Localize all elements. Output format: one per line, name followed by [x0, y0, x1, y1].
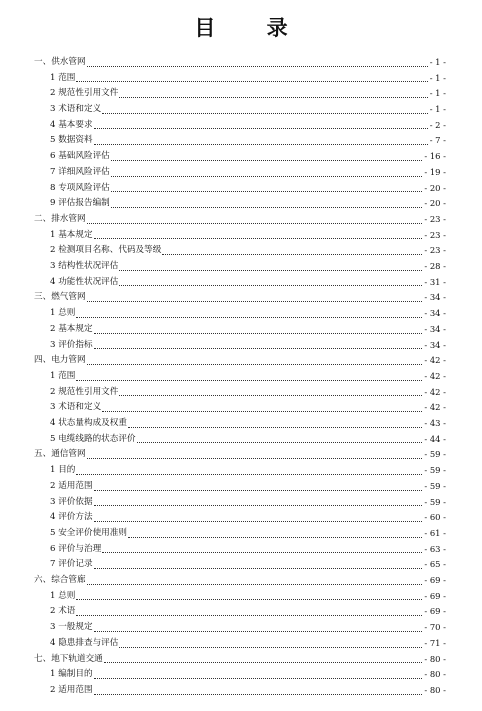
toc-page-number: - 65 - — [424, 559, 446, 570]
toc-section-entry[interactable] — [50, 149, 446, 165]
toc-entry-label: 六、综合管廊 — [34, 575, 86, 586]
toc-page-number: - 71 - — [424, 637, 446, 648]
toc-entry-label: 2 检测项目名称、代码及等级 — [50, 245, 162, 256]
toc-entry-label: 4 基本要求 — [50, 119, 93, 130]
toc-entry-label: 9 评估报告编制 — [50, 198, 110, 209]
toc-page-number: - 61 - — [424, 527, 446, 538]
toc-entry-label: 4 功能性状况评估 — [50, 276, 119, 287]
toc-entry-label: 7 评价记录 — [50, 559, 93, 570]
toc-entry-label: 1 总则 — [50, 308, 76, 319]
toc-entry-label: 8 专项风险评估 — [50, 182, 110, 193]
toc-entry-label: 七、地下轨道交通 — [34, 653, 103, 664]
dot-leader — [111, 160, 423, 161]
toc-entry-label: 5 电缆线路的状态评价 — [50, 433, 136, 444]
dot-leader — [76, 599, 422, 600]
toc-page-number: - 34 - — [424, 323, 446, 334]
toc-page-number: - 2 - — [429, 119, 446, 130]
dot-leader — [111, 207, 423, 208]
toc-page-number: - 80 - — [424, 684, 446, 695]
toc-entry-label: 五、通信管网 — [34, 449, 86, 460]
toc-section-entry[interactable] — [50, 275, 446, 291]
dot-leader — [111, 191, 423, 192]
toc-entry-label: 4 状态量构成及权重 — [50, 418, 127, 429]
toc-section-entry[interactable] — [50, 322, 446, 338]
toc-entry-label: 2 适用范围 — [50, 684, 93, 695]
toc-entry-label: 3 术语和定义 — [50, 402, 102, 413]
toc-page-number: - 23 - — [424, 245, 446, 256]
toc-title: 目 录 — [194, 16, 310, 40]
toc-entry-label: 7 详细风险评估 — [50, 166, 110, 177]
toc-entry-label: 3 术语和定义 — [50, 104, 102, 115]
toc-page-number: - 20 - — [424, 182, 446, 193]
toc-page-number: - 1 - — [429, 72, 446, 83]
toc-page-number: - 44 - — [424, 433, 446, 444]
toc-section-entry[interactable] — [50, 181, 446, 197]
toc-chapter-entry[interactable] — [34, 573, 446, 589]
toc-entry-label: 2 基本规定 — [50, 323, 93, 334]
dot-leader — [76, 380, 422, 381]
toc-entry-label: 5 数据资料 — [50, 135, 93, 146]
toc-entry-label: 1 目的 — [50, 465, 76, 476]
toc-section-entry[interactable] — [50, 432, 446, 448]
toc-section-entry[interactable] — [50, 196, 446, 212]
toc-page-number: - 20 - — [424, 198, 446, 209]
toc-entry-label: 1 范围 — [50, 370, 76, 381]
toc-section-entry[interactable] — [50, 243, 446, 259]
dot-leader — [94, 694, 423, 695]
toc-page-number: - 34 - — [424, 308, 446, 319]
toc-page-number: - 59 - — [424, 480, 446, 491]
toc-entry-label: 1 总则 — [50, 590, 76, 601]
toc-entry-label: 1 编制目的 — [50, 669, 93, 680]
toc-section-entry[interactable] — [50, 86, 446, 102]
toc-section-entry[interactable] — [50, 165, 446, 181]
toc-entry-label: 4 评价方法 — [50, 512, 93, 523]
dot-leader — [94, 144, 428, 145]
dot-leader — [76, 317, 422, 318]
toc-section-entry[interactable] — [50, 134, 446, 150]
toc-page-number: - 59 - — [424, 496, 446, 507]
toc-section-entry[interactable] — [50, 306, 446, 322]
toc-chapter-entry[interactable] — [34, 291, 446, 307]
toc-entry-label: 4 隐患排查与评估 — [50, 637, 119, 648]
toc-section-entry[interactable] — [50, 542, 446, 558]
dot-leader — [119, 647, 422, 648]
dot-leader — [87, 584, 423, 585]
dot-leader — [94, 505, 423, 506]
dot-leader — [102, 113, 428, 114]
toc-page-number: - 34 - — [424, 339, 446, 350]
toc-entry-label: 2 规范性引用文件 — [50, 88, 119, 99]
dot-leader — [111, 176, 423, 177]
toc-entry-label: 三、燃气管网 — [34, 292, 86, 303]
toc-page-number: - 23 - — [424, 213, 446, 224]
toc-entry-label: 6 评价与治理 — [50, 543, 102, 554]
toc-page-number: - 28 - — [424, 261, 446, 272]
toc-entry-label: 2 规范性引用文件 — [50, 386, 119, 397]
toc-section-entry[interactable] — [50, 259, 446, 275]
toc-section-entry[interactable] — [50, 71, 446, 87]
dot-leader — [94, 631, 423, 632]
dot-leader — [119, 395, 422, 396]
dot-leader — [76, 615, 422, 616]
toc-section-entry[interactable] — [50, 463, 446, 479]
dot-leader — [94, 238, 423, 239]
dot-leader — [104, 662, 423, 663]
dot-leader — [94, 678, 423, 679]
dot-leader — [87, 66, 428, 67]
toc-page-number: - 23 - — [424, 229, 446, 240]
toc-entry-label: 3 一般规定 — [50, 622, 93, 633]
toc-chapter-entry[interactable] — [34, 448, 446, 464]
toc-section-entry[interactable] — [50, 589, 446, 605]
toc-entry-label: 1 基本规定 — [50, 229, 93, 240]
toc-page-number: - 19 - — [424, 166, 446, 177]
toc-page-number: - 59 - — [424, 465, 446, 476]
toc-section-entry[interactable] — [50, 479, 446, 495]
dot-leader — [94, 521, 423, 522]
dot-leader — [94, 490, 423, 491]
toc-page-number: - 43 - — [424, 418, 446, 429]
toc-entry-label: 3 结构性状况评估 — [50, 261, 119, 272]
dot-leader — [76, 474, 422, 475]
toc-page-number: - 42 - — [424, 370, 446, 381]
dot-leader — [87, 223, 423, 224]
toc-section-entry[interactable] — [50, 338, 446, 354]
toc-section-entry[interactable] — [50, 369, 446, 385]
dot-leader — [94, 568, 423, 569]
toc-entry-label: 2 术语 — [50, 606, 76, 617]
dot-leader — [137, 442, 423, 443]
toc-chapter-entry[interactable] — [34, 652, 446, 668]
dot-leader — [87, 301, 423, 302]
toc-page-number: - 1 - — [429, 56, 446, 67]
toc-section-entry[interactable] — [50, 400, 446, 416]
dot-leader — [94, 333, 423, 334]
toc-page-number: - 80 - — [424, 669, 446, 680]
toc-page-number: - 80 - — [424, 653, 446, 664]
toc-section-entry[interactable] — [50, 667, 446, 683]
dot-leader — [162, 254, 422, 255]
toc-page-number: - 69 - — [424, 606, 446, 617]
dot-leader — [102, 411, 422, 412]
toc-page-number: - 69 - — [424, 590, 446, 601]
toc-entry-label: 3 评价依据 — [50, 496, 93, 507]
toc-page-number: - 31 - — [424, 276, 446, 287]
toc-page-number: - 42 - — [424, 355, 446, 366]
toc-page-number: - 42 - — [424, 402, 446, 413]
dot-leader — [119, 97, 427, 98]
toc-page-number: - 7 - — [429, 135, 446, 146]
toc-section-entry[interactable] — [50, 102, 446, 118]
toc-chapter-entry[interactable] — [34, 212, 446, 228]
toc-entry-label: 1 范围 — [50, 72, 76, 83]
toc-section-entry[interactable] — [50, 416, 446, 432]
toc-section-entry[interactable] — [50, 620, 446, 636]
dot-leader — [76, 81, 427, 82]
toc-page-number: - 1 - — [429, 104, 446, 115]
toc-page-number: - 63 - — [424, 543, 446, 554]
toc-section-entry[interactable] — [50, 510, 446, 526]
toc-page-number: - 70 - — [424, 622, 446, 633]
dot-leader — [119, 285, 422, 286]
toc-chapter-entry[interactable] — [34, 55, 446, 71]
toc-entry-label: 2 适用范围 — [50, 480, 93, 491]
toc-section-entry[interactable] — [50, 557, 446, 573]
toc-section-entry[interactable] — [50, 385, 446, 401]
toc-section-entry[interactable] — [50, 636, 446, 652]
toc-section-entry[interactable] — [50, 118, 446, 134]
dot-leader — [87, 364, 423, 365]
toc-section-entry[interactable] — [50, 228, 446, 244]
toc-page-number: - 69 - — [424, 575, 446, 586]
dot-leader — [128, 537, 422, 538]
toc-section-entry[interactable] — [50, 495, 446, 511]
toc-entry-label: 3 评价指标 — [50, 339, 93, 350]
toc-entry-label: 6 基础风险评估 — [50, 151, 110, 162]
dot-leader — [94, 348, 423, 349]
toc-entry-label: 四、电力管网 — [34, 355, 86, 366]
toc-section-entry[interactable] — [50, 683, 446, 699]
toc-page-number: - 59 - — [424, 449, 446, 460]
toc-entry-label: 5 安全评价使用准则 — [50, 527, 127, 538]
toc-page-number: - 42 - — [424, 386, 446, 397]
toc-chapter-entry[interactable] — [34, 353, 446, 369]
toc-entry-label: 二、排水管网 — [34, 213, 86, 224]
toc-page-number: - 60 - — [424, 512, 446, 523]
dot-leader — [119, 270, 422, 271]
toc-page-number: - 16 - — [424, 151, 446, 162]
dot-leader — [94, 128, 428, 129]
dot-leader — [102, 552, 422, 553]
toc-section-entry[interactable] — [50, 605, 446, 621]
dot-leader — [87, 458, 423, 459]
dot-leader — [128, 427, 422, 428]
toc-section-entry[interactable] — [50, 526, 446, 542]
toc-entry-label: 一、供水管网 — [34, 56, 86, 67]
toc-page-number: - 1 - — [429, 88, 446, 99]
toc-page-number: - 34 - — [424, 292, 446, 303]
